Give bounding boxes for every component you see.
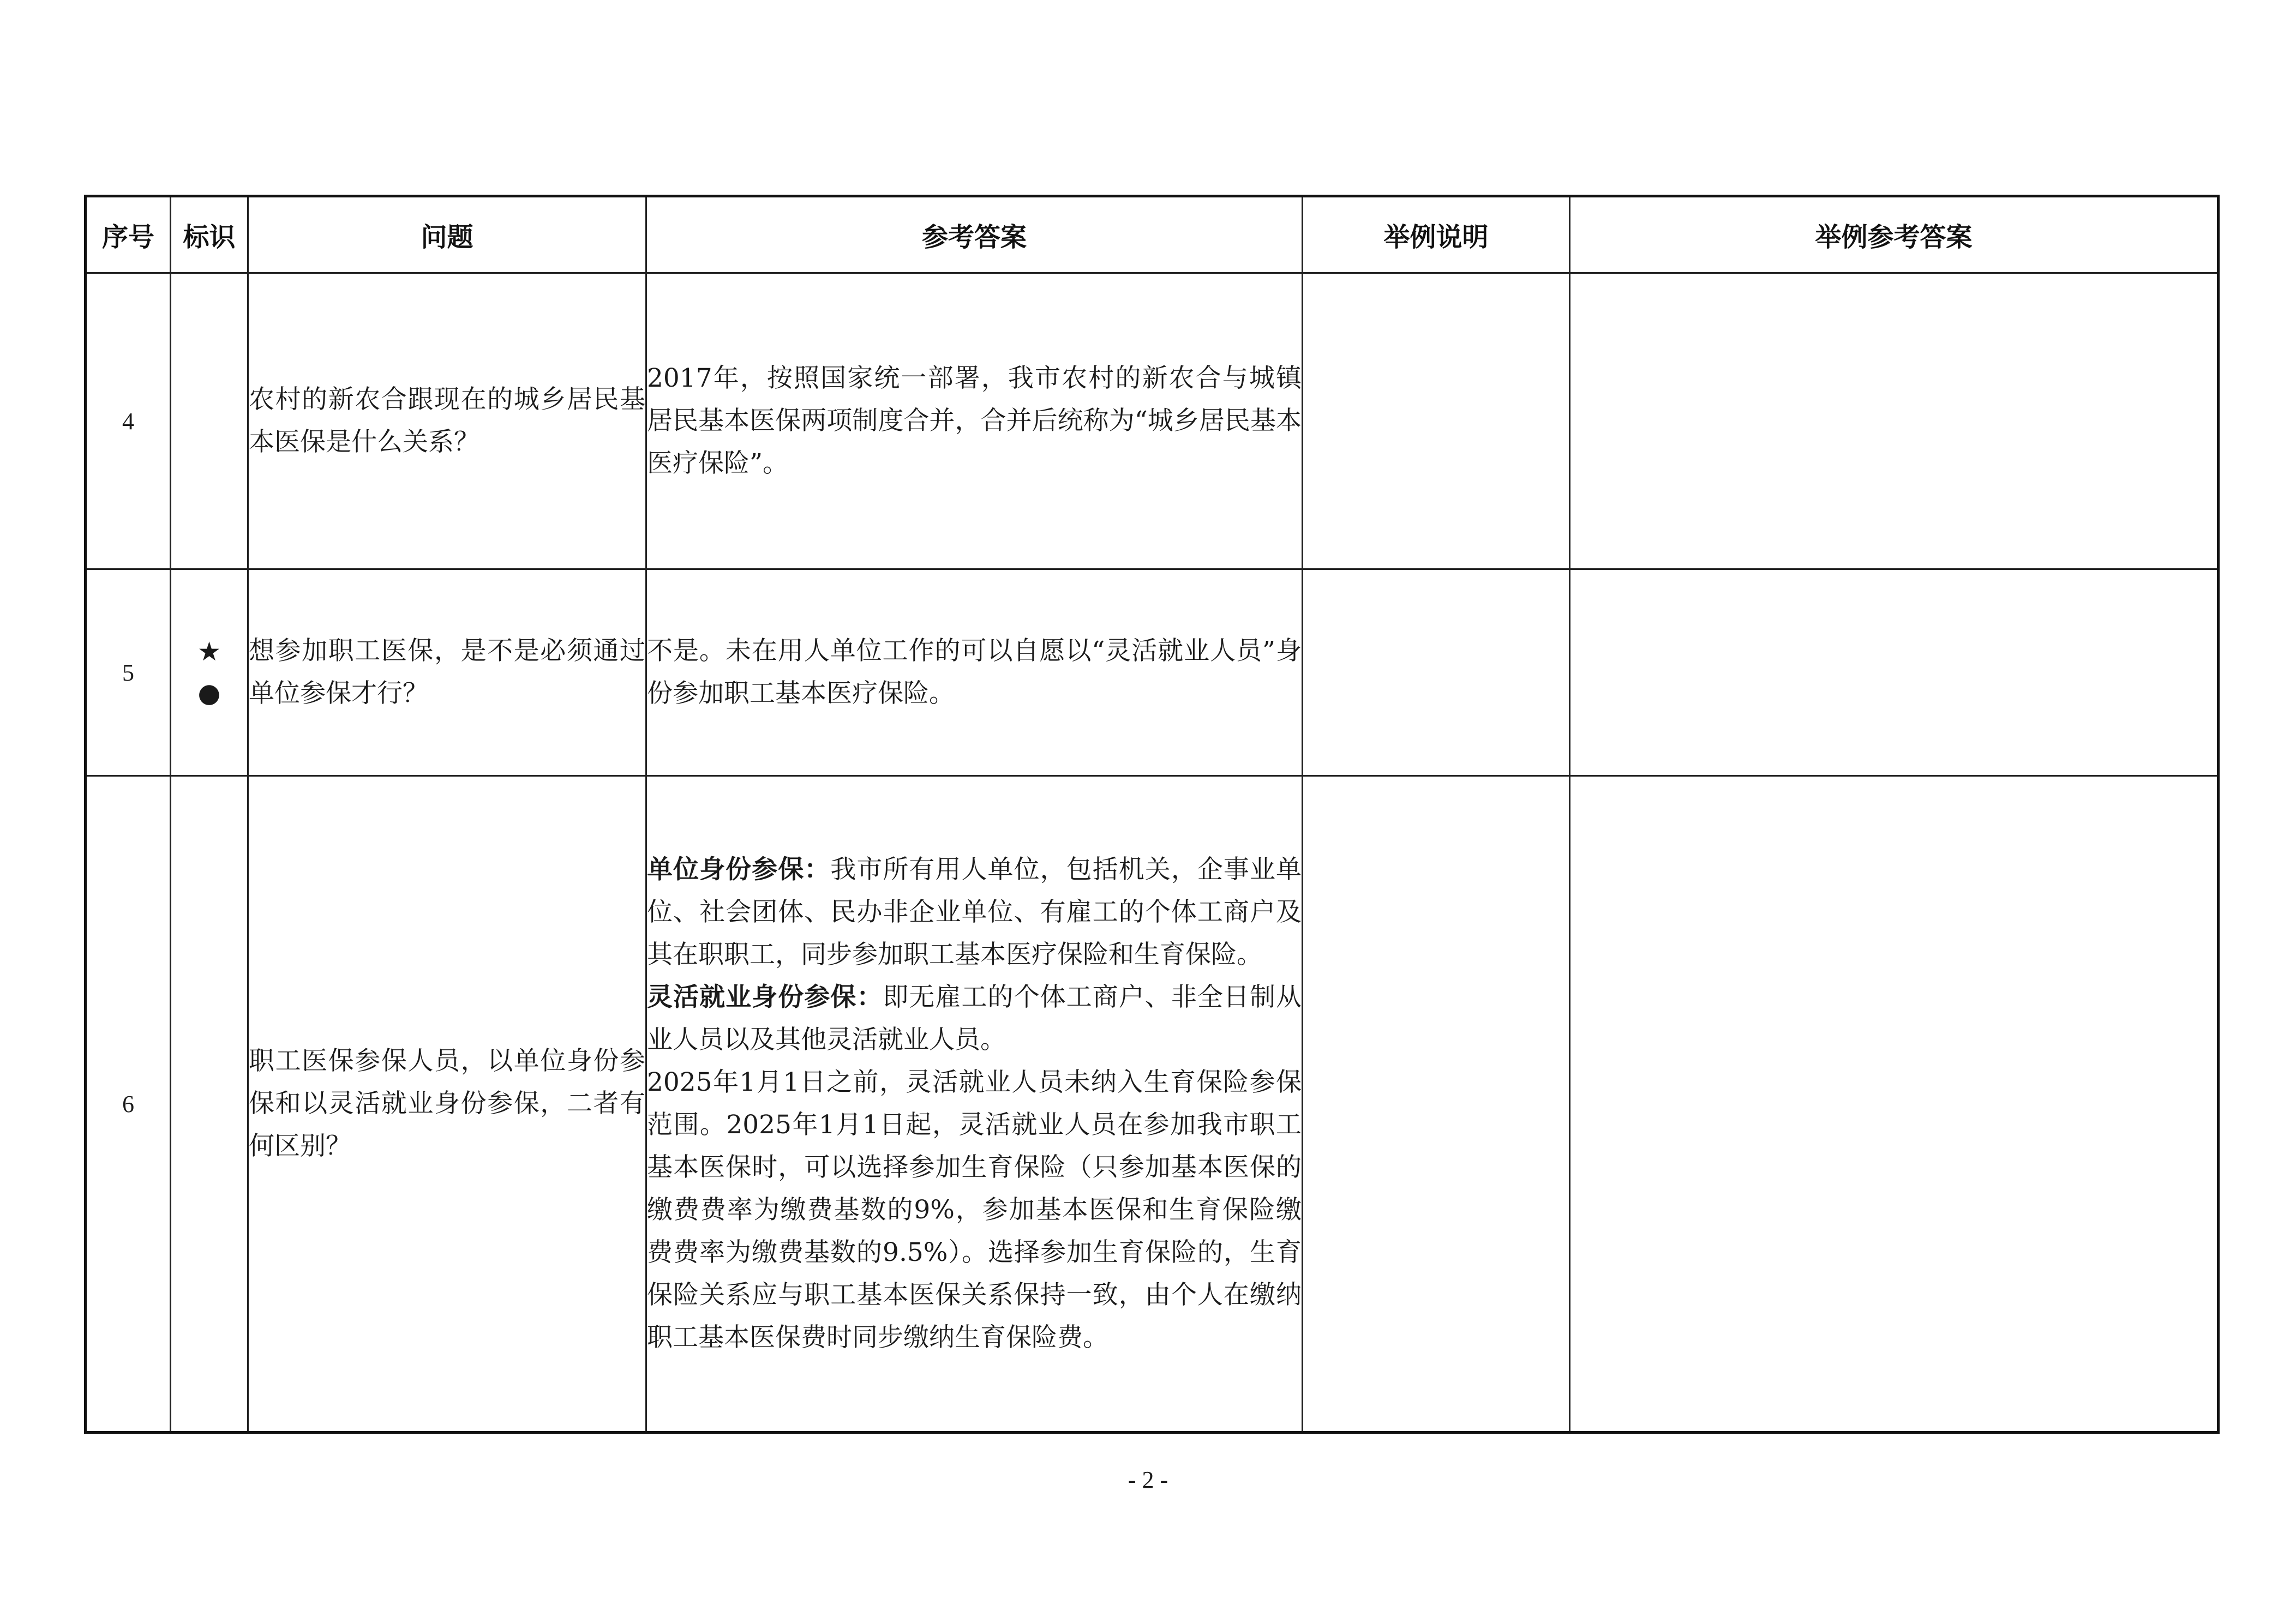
row-answer <box>646 273 1303 569</box>
answer-lead: 单位身份参保： <box>647 855 831 885</box>
header-example-answer: 举例参考答案 <box>1570 196 2219 273</box>
row-example-answer <box>1570 273 2219 569</box>
filled-circle-icon: ● <box>197 678 221 708</box>
header-answer: 参考答案 <box>646 196 1303 273</box>
answer-text: 我市所有用人单位，包括机关，企事业单位、社会团体、民办非企业单位、有雇工的个体工商户及其在职职工，同步参加职工基本医疗保险和生育保险。 <box>647 855 1302 970</box>
table-row <box>86 569 2219 776</box>
star-icon: ★ <box>197 636 221 667</box>
answer-paragraph <box>647 357 1302 485</box>
header-example: 举例说明 <box>1303 196 1570 273</box>
page-number: - 2 - <box>1128 1466 1168 1493</box>
answer-lead: 灵活就业身份参保： <box>647 982 883 1012</box>
row-mark <box>171 569 248 776</box>
answer-paragraph <box>647 849 1302 976</box>
row-number: 4 <box>86 273 171 569</box>
row-number: 6 <box>86 776 171 1433</box>
row-question: 想参加职工医保，是不是必须通过单位参保才行？ <box>248 569 646 776</box>
row-number: 5 <box>86 569 171 776</box>
row-answer <box>646 569 1303 776</box>
row-example <box>1303 273 1570 569</box>
answer-text: 2017年，按照国家统一部署，我市农村的新农合与城镇居民基本医保两项制度合并，合并后统称为“城乡居民基本医疗保险”。 <box>647 363 1302 478</box>
row-mark <box>171 776 248 1433</box>
header-question: 问题 <box>248 196 646 273</box>
row-example <box>1303 776 1570 1433</box>
table-header-row <box>86 196 2219 273</box>
answer-text: 2025年1月1日之前，灵活就业人员未纳入生育保险参保范围。2025年1月1日起，灵活就业人员在参加我市职工基本医保时，可以选择参加生育保险（只参加基本医保的缴费费率为缴费基数的9%，参加基本医保和生育保险缴费费率为缴费基数的9.5%）。选择参加生育保险的，生育保险关系应与职工基本医保关系保持一致，由个人在缴纳职工基本医保费时同步缴纳生育保险费。 <box>647 1067 1302 1352</box>
answer-paragraph <box>647 1061 1302 1359</box>
table-row <box>86 273 2219 569</box>
header-number: 序号 <box>86 196 171 273</box>
header-mark: 标识 <box>171 196 248 273</box>
row-mark <box>171 273 248 569</box>
answer-paragraph <box>647 976 1302 1061</box>
row-question: 职工医保参保人员，以单位身份参保和以灵活就业身份参保，二者有何区别？ <box>248 776 646 1433</box>
row-answer <box>646 776 1303 1433</box>
row-question: 农村的新农合跟现在的城乡居民基本医保是什么关系？ <box>248 273 646 569</box>
row-example <box>1303 569 1570 776</box>
qa-table <box>84 195 2220 1434</box>
table-row <box>86 776 2219 1433</box>
answer-paragraph <box>647 630 1302 715</box>
answer-text: 即无雇工的个体工商户、非全日制从业人员以及其他灵活就业人员。 <box>647 982 1302 1055</box>
row-example-answer <box>1570 776 2219 1433</box>
row-example-answer <box>1570 569 2219 776</box>
answer-text: 不是。未在用人单位工作的可以自愿以“灵活就业人员”身份参加职工基本医疗保险。 <box>647 636 1302 708</box>
